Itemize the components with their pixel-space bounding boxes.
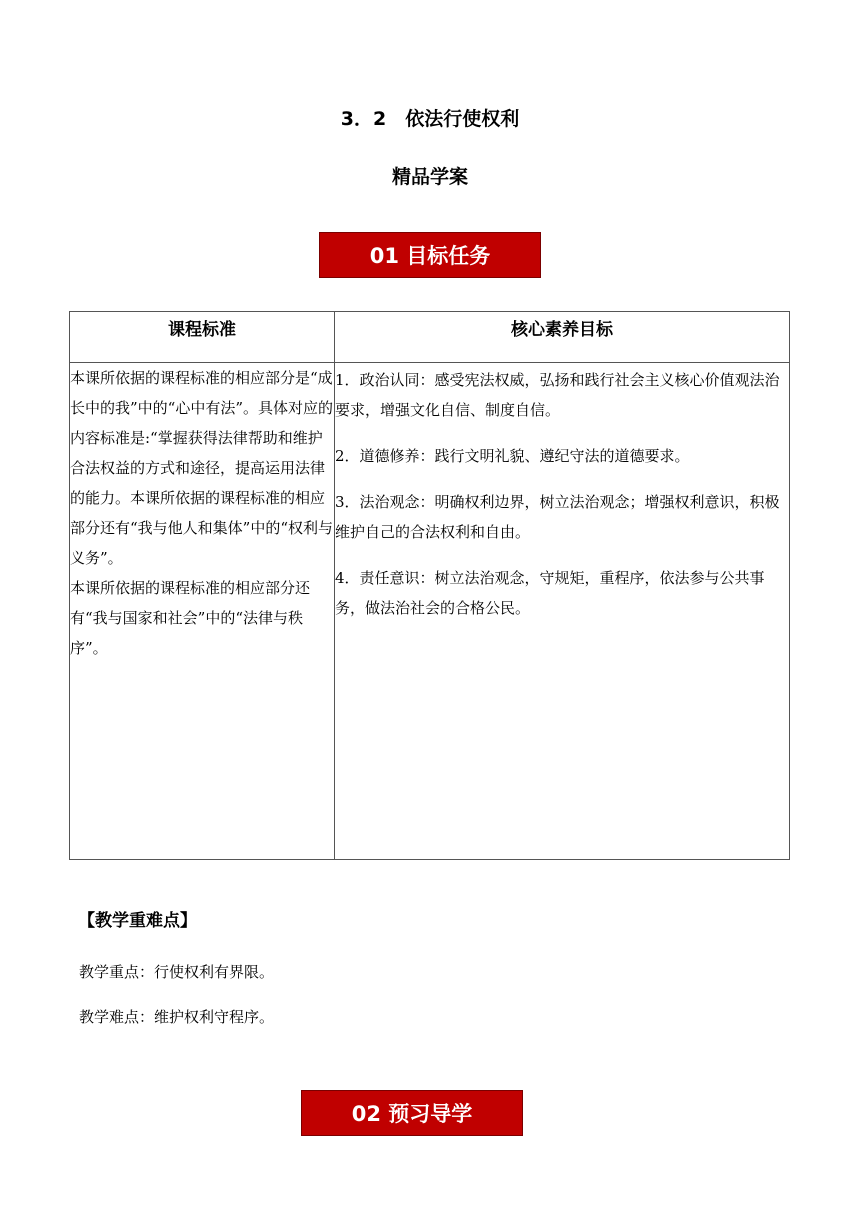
key-points-heading: 【教学重难点】 bbox=[78, 911, 197, 931]
competency-item: 2．道德修养：践行文明礼貌、遵纪守法的道德要求。 bbox=[335, 447, 690, 465]
document-subtitle: 精品学案 bbox=[391, 166, 468, 188]
curriculum-paragraph: 本课所依据的课程标准的相应部分还有“我与国家和社会”中的“法律与秩序”。 bbox=[70, 579, 311, 657]
competency-item: 4．责任意识：树立法治观念，守规矩，重程序，依法参与公共事务，做法治社会的合格公民。 bbox=[335, 569, 765, 617]
curriculum-standard-cell bbox=[70, 363, 335, 860]
competency-item: 1．政治认同：感受宪法权威，弘扬和践行社会主义核心价值观法治要求，增强文化自信、制度自信。 bbox=[335, 371, 780, 419]
competency-item: 3．法治观念：明确权利边界，树立法治观念；增强权利意识，积极维护自己的合法权利和自由。 bbox=[335, 493, 780, 541]
table-header-core-competency: 核心素养目标 bbox=[335, 312, 790, 363]
document-title: 3．2 依法行使权利 bbox=[340, 108, 520, 130]
difficult-point-text: 教学难点：维护权利守程序。 bbox=[79, 1008, 275, 1026]
core-competency-cell bbox=[335, 363, 790, 860]
key-point-text: 教学重点：行使权利有界限。 bbox=[79, 963, 275, 981]
table-header-curriculum-standard: 课程标准 bbox=[70, 312, 335, 363]
section-banner-preview: 02 预习导学 bbox=[301, 1090, 523, 1136]
objectives-table bbox=[69, 311, 790, 860]
section-banner-goals: 01 目标任务 bbox=[319, 232, 541, 278]
curriculum-paragraph: 本课所依据的课程标准的相应部分是“成长中的我”中的“心中有法”。具体对应的内容标准是:“掌握获得法律帮助和维护合法权益的方式和途径，提高运用法律的能力。本课所依据的课程标准的相应部分还有“我与他人和集体”中的“权利与义务”。 bbox=[70, 369, 334, 567]
